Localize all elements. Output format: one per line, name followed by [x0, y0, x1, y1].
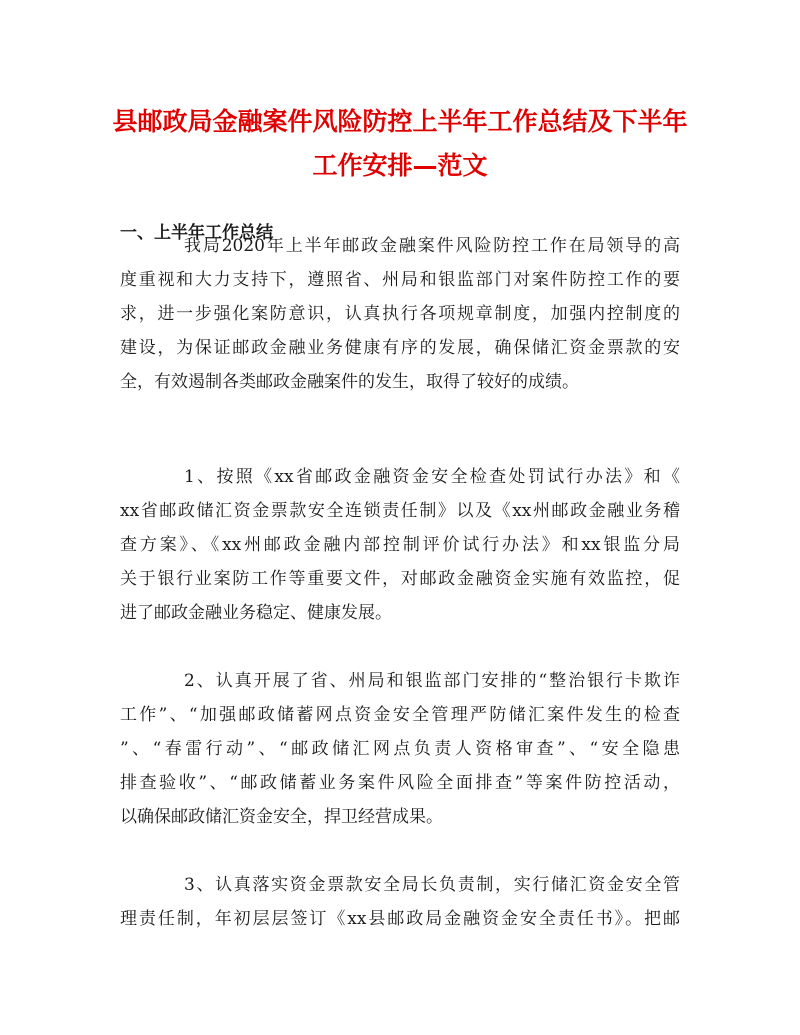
paragraph-line: 我局2020年上半年邮政金融案件风险防控工作在局领导的高 [184, 236, 680, 256]
paragraph-line: 理责任制，年初层层签订《xx县邮政局金融资金安全责任书》。把邮 [120, 909, 680, 929]
paragraph-line: 全，有效遏制各类邮政金融案件的发生，取得了较好的成绩。 [120, 372, 579, 392]
paragraph-line: 3、认真落实资金票款安全局长负责制，实行储汇资金安全管 [184, 875, 680, 895]
paragraph-line: 关于银行业案防工作等重要文件，对邮政金融资金实施有效监控，促 [120, 569, 680, 589]
paragraph-3 [120, 664, 680, 834]
paragraph-line: 建设，为保证邮政金融业务健康有序的发展，确保储汇资金票款的安 [120, 338, 680, 358]
paragraph-line: 查方案》、《xx州邮政金融内部控制评价试行办法》和xx银监分局 [120, 535, 680, 555]
paragraph-line: 工作”、“加强邮政储蓄网点资金安全管理严防储汇案件发生的检查 [120, 705, 680, 725]
paragraph-line: 求，进一步强化案防意识，认真执行各项规章制度，加强内控制度的 [120, 304, 680, 324]
paragraph-line: xx省邮政储汇资金票款安全连锁责任制》以及《xx州邮政金融业务稽 [120, 501, 680, 521]
paragraph-line: 2、认真开展了省、州局和银监部门安排的“整治银行卡欺诈 [184, 671, 680, 691]
paragraph-line: 排查验收”、“邮政储蓄业务案件风险全面排查”等案件防控活动， [120, 773, 680, 793]
document-title-line-2: 工作安排—范文 [312, 151, 488, 180]
paragraph-line: 1、按照《xx省邮政金融资金安全检查处罚试行办法》和《 [184, 467, 680, 487]
paragraph-1 [120, 229, 680, 399]
paragraph-4 [120, 868, 680, 936]
document-title-line-1: 县邮政局金融案件风险防控上半年工作总结及下半年 [112, 107, 688, 136]
paragraph-line: ”、“春雷行动”、“邮政储汇网点负责人资格审查”、“安全隐患 [120, 739, 680, 759]
paragraph-2 [120, 460, 680, 630]
section-heading: 一、上半年工作总结 [120, 223, 273, 243]
paragraph-line: 以确保邮政储汇资金安全，捍卫经营成果。 [120, 807, 443, 827]
paragraph-line: 进了邮政金融业务稳定、健康发展。 [120, 603, 392, 623]
paragraph-line: 度重视和大力支持下，遵照省、州局和银监部门对案件防控工作的要 [120, 270, 680, 290]
